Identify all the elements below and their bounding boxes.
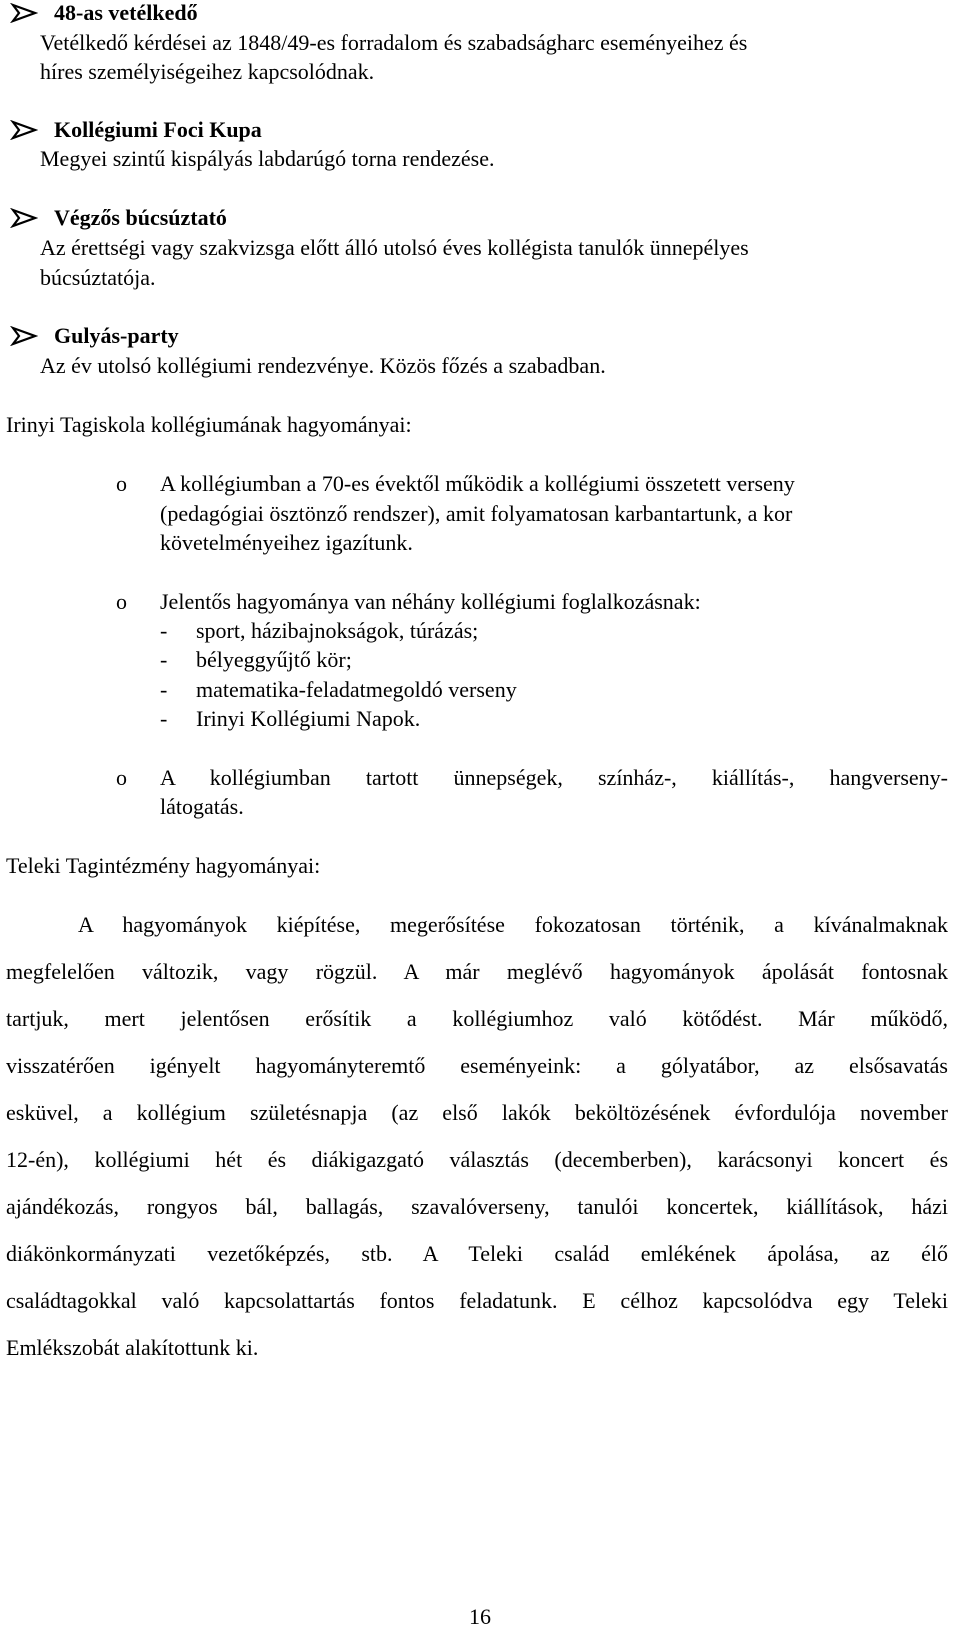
paragraph-line: Emlékszobát alakítottunk ki.	[6, 1335, 259, 1360]
paragraph-line: diákönkormányzati vezetőképzés, stb. A Teleki család emlékének ápolása, az élő	[6, 1241, 948, 1266]
list-item-line: látogatás.	[160, 794, 244, 819]
list-item-line: A kollégiumban a 70-es évektől működik a kollégiumi összetett verseny	[160, 471, 795, 496]
list-bullet: o	[116, 765, 127, 790]
arrow-bullet-icon	[10, 208, 38, 228]
paragraph-line: családtagokkal való kapcsolattartás fontos feladatunk. E célhoz kapcsolódva egy Teleki	[6, 1288, 948, 1313]
list-bullet: o	[116, 471, 127, 496]
event-description-line: Az év utolsó kollégiumi rendezvénye. Közös főzés a szabadban.	[40, 353, 606, 378]
event-title-foci-kupa	[10, 117, 262, 143]
event-description-line: Az érettségi vagy szakvizsga előtt álló utolsó éves kollégista tanulók ünnepélyes	[40, 235, 749, 260]
event-title-vegzos	[10, 205, 227, 231]
event-title-text: Kollégiumi Foci Kupa	[54, 117, 262, 142]
event-title-gulyas-party	[10, 323, 179, 349]
dash-list-item: bélyeggyűjtő kör;	[196, 647, 352, 672]
paragraph-line: megfelelően változik, vagy rögzül. A már meglévő hagyományok ápolását fontosnak	[6, 959, 948, 984]
dash-marker: -	[160, 647, 168, 672]
event-description-line: Vetélkedő kérdései az 1848/49-es forradalom és szabadságharc eseményeihez és	[40, 30, 748, 55]
event-title-48as	[10, 0, 198, 26]
event-title-text: Gulyás-party	[54, 323, 179, 348]
event-description-line: Megyei szintű kispályás labdarúgó torna rendezése.	[40, 146, 495, 171]
event-description-line: híres személyiségeihez kapcsolódnak.	[40, 59, 375, 84]
paragraph-line: A hagyományok kiépítése, megerősítése fokozatosan történik, a kívánalmaknak	[78, 912, 948, 937]
list-item-line: (pedagógiai ösztönző rendszer), amit folyamatosan karbantartunk, a kor	[160, 501, 793, 526]
arrow-bullet-icon	[10, 3, 38, 23]
dash-marker: -	[160, 618, 168, 643]
arrow-bullet-icon	[10, 120, 38, 140]
section-heading-irinyi: Irinyi Tagiskola kollégiumának hagyományai:	[6, 412, 412, 437]
list-item-line: követelményeihez igazítunk.	[160, 530, 413, 555]
dash-marker: -	[160, 677, 168, 702]
list-item-line: A kollégiumban tartott ünnepségek, színház-, kiállítás-, hangverseny-	[160, 765, 948, 790]
paragraph-line: esküvel, a kollégium születésnapja (az első lakók beköltözésének évfordulója november	[6, 1100, 948, 1125]
page-number: 16	[469, 1604, 491, 1629]
event-title-text: 48-as vetélkedő	[54, 0, 198, 25]
section-heading-teleki: Teleki Tagintézmény hagyományai:	[6, 853, 321, 878]
list-bullet: o	[116, 589, 127, 614]
event-description-line: búcsúztatója.	[40, 265, 156, 290]
list-item-line: Jelentős hagyománya van néhány kollégiumi foglalkozásnak:	[160, 589, 701, 614]
paragraph-line: tartjuk, mert jelentősen erősítik a kollégiumhoz való kötődést. Már működő,	[6, 1006, 948, 1031]
event-title-text: Végzős búcsúztató	[54, 205, 227, 230]
dash-marker: -	[160, 706, 168, 731]
paragraph-line: 12-én), kollégiumi hét és diákigazgató választás (decemberben), karácsonyi koncert és	[6, 1147, 948, 1172]
arrow-bullet-icon	[10, 326, 38, 346]
paragraph-line: visszatérően igényelt hagyományteremtő eseményeink: a gólyatábor, az elsősavatás	[6, 1053, 948, 1078]
dash-list-item: matematika-feladatmegoldó verseny	[196, 677, 517, 702]
dash-list-item: Irinyi Kollégiumi Napok.	[196, 706, 421, 731]
paragraph-line: ajándékozás, rongyos bál, ballagás, szavalóverseny, tanulói koncertek, kiállítások, házi	[6, 1194, 948, 1219]
dash-list-item: sport, házibajnokságok, túrázás;	[196, 618, 479, 643]
